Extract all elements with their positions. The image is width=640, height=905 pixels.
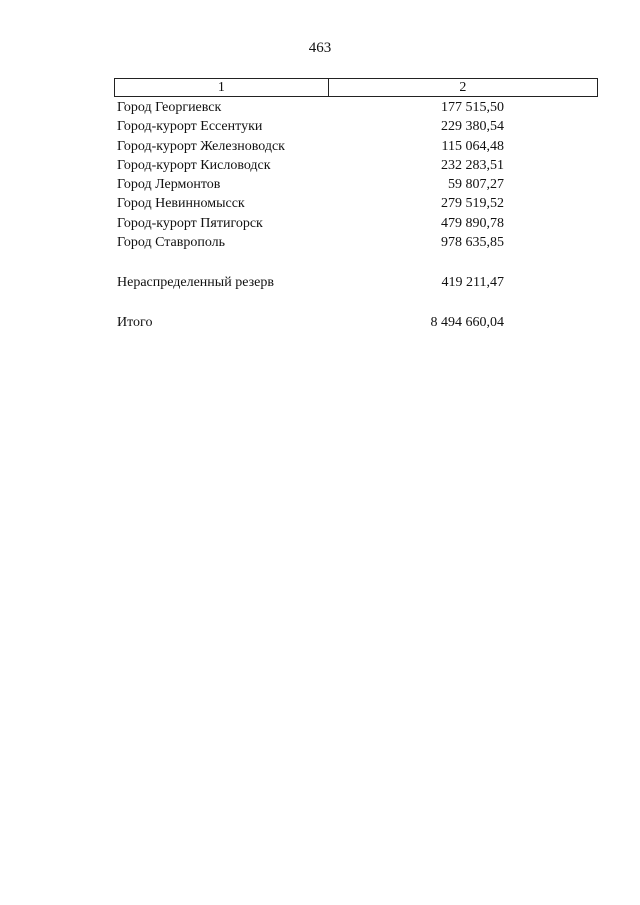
row-name: Город-курорт Пятигорск bbox=[117, 215, 263, 231]
row-value: 978 635,85 bbox=[441, 235, 504, 251]
row-name: Город-курорт Железноводск bbox=[117, 138, 285, 154]
row-value: 177 515,50 bbox=[441, 100, 504, 115]
total-value: 8 494 660,04 bbox=[430, 315, 504, 330]
reserve-value: 419 211,47 bbox=[441, 275, 504, 290]
table-row bbox=[117, 117, 517, 136]
total-row bbox=[117, 313, 517, 332]
row-name: Город Невинномысск bbox=[117, 196, 245, 212]
row-name: Город Лермонтов bbox=[117, 177, 221, 193]
row-value: 279 519,52 bbox=[441, 196, 504, 212]
row-name: Город-курорт Кисловодск bbox=[117, 157, 271, 173]
table-row bbox=[117, 194, 517, 213]
row-value: 115 064,48 bbox=[441, 138, 504, 154]
table-row bbox=[117, 137, 517, 156]
table-row bbox=[117, 233, 517, 252]
table-header bbox=[114, 78, 598, 97]
total-label: Итого bbox=[117, 315, 153, 330]
table-row bbox=[117, 175, 517, 194]
reserve-row bbox=[117, 273, 517, 292]
table-body bbox=[117, 98, 517, 330]
table-row bbox=[117, 98, 517, 117]
row-name: Город-курорт Ессентуки bbox=[117, 119, 263, 135]
row-value: 232 283,51 bbox=[441, 157, 504, 173]
table-row bbox=[117, 156, 517, 175]
row-name: Город Георгиевск bbox=[117, 100, 222, 115]
column-header-2: 2 bbox=[328, 79, 597, 97]
row-value: 59 807,27 bbox=[448, 177, 504, 193]
row-value: 479 890,78 bbox=[441, 215, 504, 231]
table-row bbox=[117, 214, 517, 233]
row-name: Город Ставрополь bbox=[117, 235, 226, 251]
reserve-name: Нераспределенный резерв bbox=[117, 275, 274, 290]
table-header-row bbox=[115, 79, 598, 97]
row-value: 229 380,54 bbox=[441, 119, 504, 135]
column-header-1: 1 bbox=[115, 79, 329, 97]
page-number: 463 bbox=[308, 40, 332, 56]
